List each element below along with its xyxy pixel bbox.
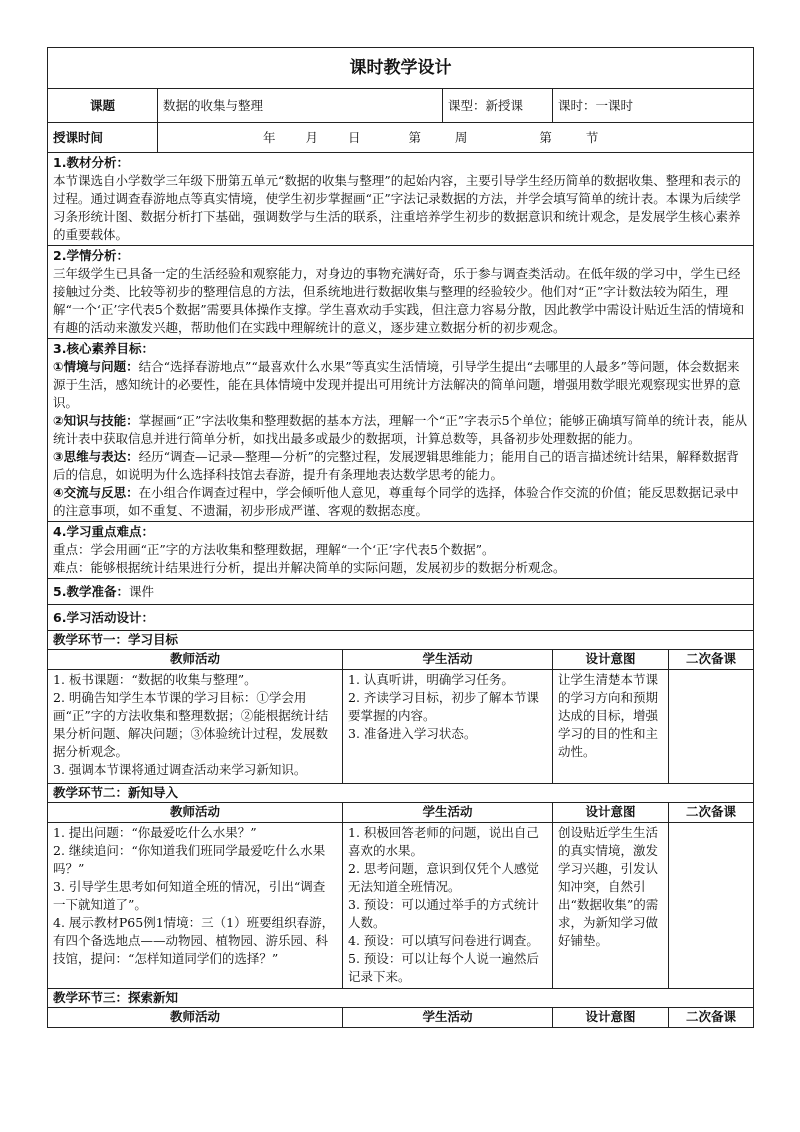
list-item: 3. 引导学生思考如何知道全班的情况，引出“调查一下就知道了”。 [53,879,326,912]
section-preparation [48,579,754,605]
lesson-period: 课时：一课时 [553,89,754,123]
step1-design-intent: 让学生清楚本节课的学习方向和预期达成的目标，增强学习的目的性和主动性。 [553,670,669,784]
list-item: 1. 提出问题：“你最爱吃什么水果？” [53,825,257,840]
col-header-student: 学生活动 [343,650,553,670]
section-title: 6.学习活动设计： [53,609,154,625]
goal-item [53,412,748,448]
goal-label: ④交流与反思： [53,485,139,500]
col-header-intent: 设计意图 [553,803,669,823]
section-activity-design [48,605,754,631]
step1-student-activities [343,670,553,784]
col-header-second: 二次备课 [669,650,754,670]
goal-label: ③思维与表达： [53,449,139,464]
goal-item [53,358,748,412]
section-title: 2.学情分析： [53,248,129,263]
year-field: 年 [262,129,276,145]
goal-item [53,484,748,520]
step1-teacher-activities [48,670,343,784]
goal-text: 掌握画“正”字法收集和整理数据的基本方法，理解一个“正”字表示5个单位；能够正确填写简单的统计表，能从统计表中获取信息并进行简单分析，如找出最多或最少的数据项，计算总数等，具备初步处理数据的能力。 [53,413,748,446]
goal-text: 在小组合作调查过程中，学会倾听他人意见，尊重每个同学的选择，体验合作交流的价值；能反思数据记录中的注意事项，如不重复、不遗漏，初步形成严谨、客观的数据态度。 [53,485,739,518]
section-title: 3.核心素养目标： [53,341,154,356]
week-prefix: 第 [408,129,421,145]
section-title: 1.教材分析： [53,155,129,170]
step2-teacher-activities [48,823,343,989]
section-title: 5.教学准备： [53,583,129,599]
step1-title: 教学环节一：学习目标 [48,631,754,650]
list-item: 2. 继续追问：“你知道我们班同学最爱吃什么水果吗？” [53,843,326,876]
difficult-point: 难点：能够根据统计结果进行分析，提出并解决简单的实际问题，发展初步的数据分析观念。 [53,560,566,575]
col-header-teacher: 教师活动 [48,650,343,670]
section-prefix: 第 [539,129,552,145]
list-item: 1. 积极回答老师的问题，说出自己喜欢的水果。 [348,825,539,858]
step3-title: 教学环节三：探索新知 [48,989,754,1008]
col-header-student: 学生活动 [343,1008,553,1028]
list-item: 2. 明确告知学生本节课的学习目标：①学会用画“正”字的方法收集和整理数据；②能根据统计结果分析问题、解决问题；③体验统计过程，发展数据分析观念。 [53,690,329,759]
day-field: 日 [347,129,361,145]
section-key-points [48,522,754,579]
col-header-teacher: 教师活动 [48,1008,343,1028]
goal-text: 经历“调查—记录—整理—分析”的完整过程，发展逻辑思维能力；能用自己的语言描述统计结果，解释数据背后的信息，如说明为什么选择科技馆去春游，提升有条理地表达数学思考的能力。 [53,449,739,482]
goal-label: ①情境与问题： [53,359,139,374]
list-item: 3. 预设：可以通过举手的方式统计人数。 [348,897,539,930]
section-title: 4.学习重点难点： [53,524,154,539]
step2-design-intent: 创设贴近学生生活的真实情境，激发学习兴趣，引发认知冲突，自然引出“数据收集”的需求，为新知学习做好铺垫。 [553,823,669,989]
list-item: 4. 展示教材P65例1情境：三（1）班要组织春游，有四个备选地点——动物园、植物园、游乐园、科技馆，提问：“怎样知道同学们的选择？” [53,915,335,966]
section-student-analysis [48,246,754,339]
topic-label: 课题 [48,89,158,123]
section-textbook-analysis [48,153,754,246]
step2-second-prep [669,823,754,989]
col-header-intent: 设计意图 [553,650,669,670]
section-body: 本节课选自小学数学三年级下册第五单元“数据的收集与整理”的起始内容，主要引导学生经历简单的数据收集、整理和表示的过程。通过调查春游地点等真实情境，使学生初步掌握画“正”字法记录数据的方法，并学会填写简单的统计表。本课为后续学习条形统计图、数据分析打下基础，强调数学与生活的联系，注重培养学生初步的数据意识和统计观念，是发展学生核心素养的重要载体。 [53,173,741,242]
col-header-intent: 设计意图 [553,1008,669,1028]
list-item: 3. 准备进入学习状态。 [348,726,477,741]
col-header-teacher: 教师活动 [48,803,343,823]
section-body: 三年级学生已具备一定的生活经验和观察能力，对身边的事物充满好奇，乐于参与调查类活动。在低年级的学习中，学生已经接触过分类、比较等初步的整理信息的方法，但系统地进行数据收集与整理的经验较少。他们对“正”字计数法较为陌生，理解“一个‘正’字代表5个数据”需要具体操作支撑。学生喜欢动手实践，但注意力容易分散，因此教学中需设计贴近生活的情境和有趣的活动来激发兴趣，帮助他们在实践中理解统计的意义，逐步建立数据分析的初步观念。 [53,266,745,335]
goal-text: 结合“选择春游地点”“最喜欢什么水果”等真实生活情境，引导学生提出“去哪里的人最多”等问题，体会数据来源于生活，感知统计的必要性，能在具体情境中发现并提出可用统计方法解决的简单问题，增强用数学眼光观察现实世界的意识。 [53,359,741,410]
lesson-plan-sheet [47,47,753,1028]
list-item: 3. 强调本节课将通过调查活动来学习新知识。 [53,762,307,777]
col-header-second: 二次备课 [669,803,754,823]
step2-title: 教学环节二：新知导入 [48,784,754,803]
step2-student-activities [343,823,553,989]
col-header-second: 二次备课 [669,1008,754,1028]
preparation-value: 课件 [128,583,154,599]
list-item: 2. 齐读学习目标，初步了解本节课要掌握的内容。 [348,690,539,723]
list-item: 5. 预设：可以让每个人说一遍然后记录下来。 [348,951,539,984]
section-core-goals [48,339,754,522]
week-field: 周 [454,129,468,145]
goal-label: ②知识与技能： [53,413,139,428]
lesson-type: 课型：新授课 [443,89,553,123]
col-header-student: 学生活动 [343,803,553,823]
list-item: 1. 板书课题：“数据的收集与整理”。 [53,672,257,687]
month-field: 月 [305,129,318,145]
time-fields [158,123,754,153]
time-label: 授课时间 [48,123,158,153]
list-item: 4. 预设：可以填写问卷进行调查。 [348,933,539,948]
document-title: 课时教学设计 [48,48,754,89]
lesson-plan-table [47,47,754,1028]
topic-value: 数据的收集与整理 [158,89,443,123]
list-item: 2. 思考问题，意识到仅凭个人感觉无法知道全班情况。 [348,861,539,894]
list-item: 1. 认真听讲，明确学习任务。 [348,672,514,687]
goal-item [53,448,748,484]
section-field: 节 [585,129,599,145]
key-point: 重点：学会用画“正”字的方法收集和整理数据，理解“一个‘正’字代表5个数据”。 [53,542,495,557]
step1-second-prep [669,670,754,784]
